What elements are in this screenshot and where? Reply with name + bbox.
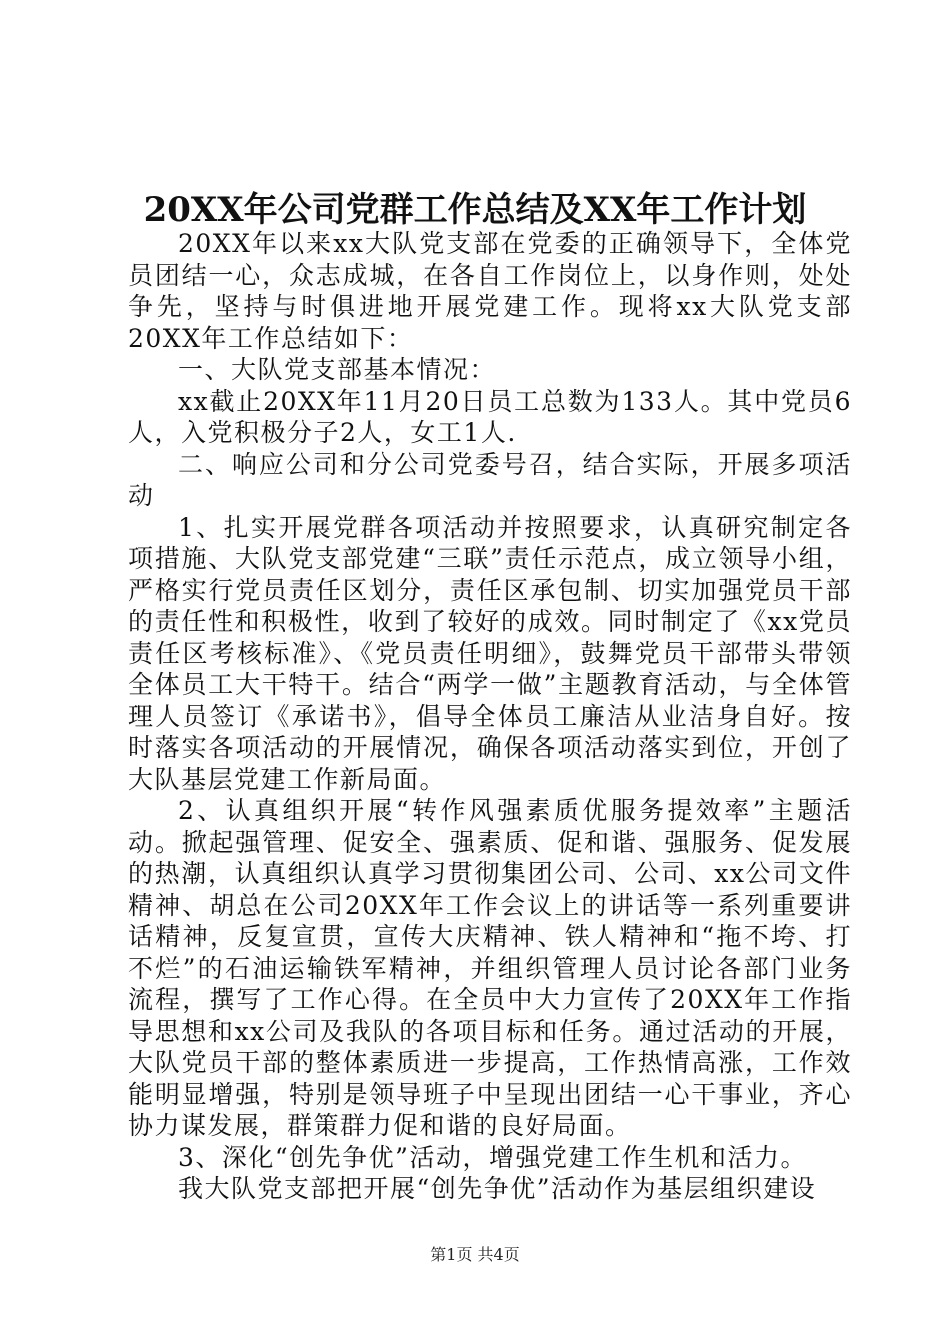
heading-activities: 二、响应公司和分公司党委号召，结合实际，开展多项活动	[128, 449, 852, 510]
document-title: 20XX年公司党群工作总结及XX年工作计划	[143, 190, 807, 230]
paragraph-item-3: 3、深化“创先争优”活动，增强党建工作生机和活力。	[178, 1142, 807, 1172]
paragraph-item-2: 2、认真组织开展“转作风强素质优服务提效率”主题活动。掀起强管理、促安全、强素质、促和谐、强服务、促发展的热潮，认真组织认真学习贯彻集团公司、公司、xx公司文件精神、胡总在公司20XX年工作会议上的讲话等一系列重要讲话精神，反复宣贯，宣传大庆精神、铁人精神和“拖不垮、打不烂”的石油运输铁军精神，并组织管理人员讨论各部门业务流程，撰写了工作心得。在全员中大力宣传了20XX年工作指导思想和xx公司及我队的各项目标和任务。通过活动的开展，大队党员干部的整体素质进一步提高，工作热情高涨，工作效能明显增强，特别是领导班子中呈现出团结一心干事业，齐心协力谋发展，群策群力促和谐的良好局面。	[128, 796, 852, 1140]
document-body	[128, 228, 852, 1205]
paragraph-item-3-body: 我大队党支部把开展“创先争优”活动作为基层组织建设	[178, 1174, 817, 1203]
page-number: 第1页 共4页	[430, 1245, 520, 1264]
paragraph-staff-count: xx截止20XX年11月20日员工总数为133人。其中党员6人，入党积极分子2人，女工1人.	[128, 386, 852, 447]
heading-basic-situation: 一、大队党支部基本情况：	[178, 355, 497, 384]
paragraph-intro: 20XX年以来xx大队党支部在党委的正确领导下，全体党员团结一心，众志成城，在各自工作岗位上，以身作则，处处争先，坚持与时俱进地开展党建工作。现将xx大队党支部20XX年工作总结如下：	[128, 229, 852, 353]
paragraph-item-1: 1、扎实开展党群各项活动并按照要求，认真研究制定各项措施、大队党支部党建“三联”责任示范点，成立领导小组，严格实行党员责任区划分，责任区承包制、切实加强党员干部的责任性和积极性，收到了较好的成效。同时制定了《xx党员责任区考核标准》、《党员责任明细》，鼓舞党员干部带头带领全体员工大干特干。结合“两学一做”主题教育活动，与全体管理人员签订《承诺书》，倡导全体员工廉洁从业洁身自好。按时落实各项活动的开展情况，确保各项活动落实到位，开创了大队基层党建工作新局面。	[128, 512, 852, 794]
